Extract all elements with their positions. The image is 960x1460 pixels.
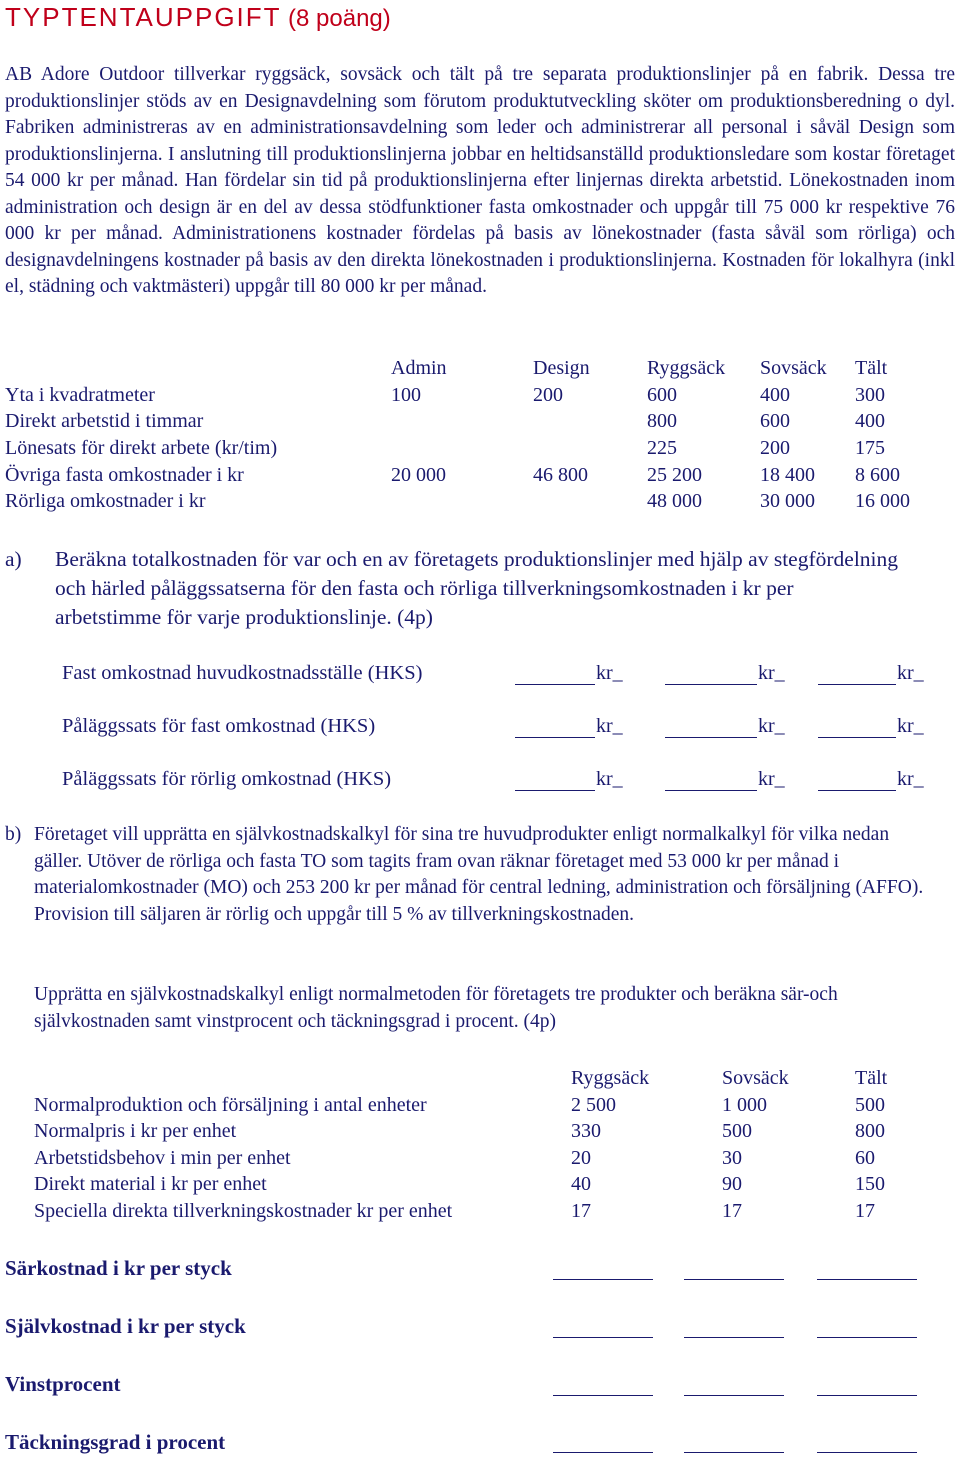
answer-blank[interactable] <box>817 1452 917 1453</box>
answer-blank[interactable] <box>817 1279 917 1280</box>
question-b-task: Upprätta en självkostnadskalkyl enligt normalmetoden för företagets tre produkter och beräkna sär-och självkostnaden samt vinstprocent och täckningsgrad i procent. (4p) <box>34 984 838 1032</box>
t1-cell: 175 <box>855 437 885 459</box>
t1-row-label: Yta i kvadratmeter <box>5 384 155 406</box>
t2-cell: 500 <box>855 1094 885 1116</box>
answer-blank[interactable] <box>817 1395 917 1396</box>
question-a-text: Beräkna totalkostnaden för var och en av företagets produktionslinjer med hjälp av stegfördelning och härled påläggssatserna för den fasta och rörliga tillverkningsomkostnaden i kr per arbetstimme för varje produktionslinje. (4p) <box>55 547 899 629</box>
t1-row-label: Rörliga omkostnader i kr <box>5 490 206 512</box>
answer-blank[interactable] <box>515 737 595 738</box>
answer-a-label: Påläggssats för fast omkostnad (HKS) <box>62 715 376 737</box>
t1-header-sovsack: Sovsäck <box>760 357 827 379</box>
t1-cell: 30 000 <box>760 490 815 512</box>
unit-label: kr_ <box>596 715 623 737</box>
t1-cell: 46 800 <box>533 464 588 486</box>
t2-cell: 2 500 <box>571 1094 616 1116</box>
t2-row-label: Speciella direkta tillverkningskostnader kr per enhet <box>34 1200 453 1222</box>
t2-row-label: Arbetstidsbehov i min per enhet <box>34 1147 291 1169</box>
t1-cell: 600 <box>760 410 790 432</box>
t2-header-ryggsack: Ryggsäck <box>571 1067 650 1089</box>
t2-cell: 60 <box>855 1147 875 1169</box>
unit-label: kr_ <box>758 662 785 684</box>
answer-a-label: Fast omkostnad huvudkostnadsställe (HKS) <box>62 662 423 684</box>
t1-cell: 200 <box>533 384 563 406</box>
t1-header-ryggsack: Ryggsäck <box>647 357 726 379</box>
t1-cell: 225 <box>647 437 677 459</box>
t1-row-label: Övriga fasta omkostnader i kr <box>5 464 244 486</box>
intro-text: AB Adore Outdoor tillverkar ryggsäck, sovsäck och tält på tre separata produktionslinjer på en fabrik. Dessa tre produktionslinjer stöds av en Designavdelning som förutom produktutveckling sköter om produktionsberedning o dyl. Fabriken administreras av en administrationsavdelning som leder och administrerar all personal i såväl Design som produktionslinjerna. I anslutning till produktionslinjerna jobbar en heltidsanställd produktionsledare som kostar företaget 54 000 kr per månad. Han fördelar sin tid på produktionslinjerna efter linjernas direkta arbetstid. Lönekostnaden inom administration och design är en del av dessa stödfunktioner fasta omkostnader och uppgår till 75 000 kr respektive 76 000 kr per månad. Administrationens kostnader fördelas på basis av lönekostnader (fasta såväl som rörliga) och designavdelningens kostnader på basis av den direkta lönekostnaden i produktionslinjerna. Kostnaden för lokalhyra (inkl el, städning och vaktmästeri) uppgår till 80 000 kr per månad. <box>5 64 955 297</box>
answer-blank[interactable] <box>553 1337 653 1338</box>
answer-blank[interactable] <box>553 1395 653 1396</box>
title-points: (8 poäng) <box>288 5 391 32</box>
unit-label: kr_ <box>897 662 924 684</box>
t2-cell: 17 <box>571 1200 591 1222</box>
t1-cell: 16 000 <box>855 490 910 512</box>
answer-blank[interactable] <box>684 1279 784 1280</box>
t2-row-label: Normalproduktion och försäljning i antal enheter <box>34 1094 427 1116</box>
t2-cell: 20 <box>571 1147 591 1169</box>
t1-cell: 18 400 <box>760 464 815 486</box>
t1-cell: 600 <box>647 384 677 406</box>
answer-blank[interactable] <box>515 684 595 685</box>
unit-label: kr_ <box>897 768 924 790</box>
t2-cell: 800 <box>855 1120 885 1142</box>
t1-cell: 300 <box>855 384 885 406</box>
unit-label: kr_ <box>897 715 924 737</box>
answer-blank[interactable] <box>684 1395 784 1396</box>
answer-blank[interactable] <box>665 790 757 791</box>
answer-blank[interactable] <box>665 737 757 738</box>
t2-cell: 17 <box>855 1200 875 1222</box>
intro-paragraph <box>5 62 955 301</box>
answer-blank[interactable] <box>684 1337 784 1338</box>
answer-blank[interactable] <box>817 1337 917 1338</box>
t2-cell: 40 <box>571 1173 591 1195</box>
answer-blank[interactable] <box>818 737 896 738</box>
answer-b-label: Vinstprocent <box>5 1372 121 1396</box>
t1-cell: 800 <box>647 410 677 432</box>
t1-cell: 400 <box>855 410 885 432</box>
t1-cell: 100 <box>391 384 421 406</box>
t2-cell: 30 <box>722 1147 742 1169</box>
question-b-marker: b) <box>5 824 22 845</box>
t2-cell: 1 000 <box>722 1094 767 1116</box>
t2-row-label: Normalpris i kr per enhet <box>34 1120 237 1142</box>
t2-cell: 90 <box>722 1173 742 1195</box>
t2-header-sovsack: Sovsäck <box>722 1067 789 1089</box>
t1-cell: 25 200 <box>647 464 702 486</box>
t1-cell: 200 <box>760 437 790 459</box>
t2-cell: 330 <box>571 1120 601 1142</box>
unit-label: kr_ <box>596 662 623 684</box>
answer-blank[interactable] <box>553 1279 653 1280</box>
unit-label: kr_ <box>758 715 785 737</box>
t2-cell: 500 <box>722 1120 752 1142</box>
t1-row-label: Direkt arbetstid i timmar <box>5 410 204 432</box>
t1-cell: 8 600 <box>855 464 900 486</box>
question-a-marker: a) <box>5 547 22 571</box>
unit-label: kr_ <box>758 768 785 790</box>
answer-b-label: Självkostnad i kr per styck <box>5 1314 246 1338</box>
title-main: TYPTENTAUPPGIFT <box>5 2 282 32</box>
t1-cell: 400 <box>760 384 790 406</box>
answer-b-label: Täckningsgrad i procent <box>5 1430 226 1454</box>
answer-blank[interactable] <box>818 790 896 791</box>
t1-cell: 20 000 <box>391 464 446 486</box>
answer-blank[interactable] <box>665 684 757 685</box>
t2-cell: 17 <box>722 1200 742 1222</box>
t2-row-label: Direkt material i kr per enhet <box>34 1173 267 1195</box>
t1-header-admin: Admin <box>391 357 447 379</box>
t1-cell: 48 000 <box>647 490 702 512</box>
page-title <box>5 2 391 34</box>
answer-b-label: Särkostnad i kr per styck <box>5 1256 232 1280</box>
unit-label: kr_ <box>596 768 623 790</box>
question-b-text: Företaget vill upprätta en självkostnadskalkyl för sina tre huvudprodukter enligt normalkalkyl för vilka nedan gäller. Utöver de rörliga och fasta TO som tagits fram ovan räknar företaget med 53 000 kr per månad i materialomkostnader (MO) och 253 200 kr per månad för central ledning, administration och försäljning (AFFO). Provision till säljaren är rörlig och uppgår till 5 % av tillverkningskostnaden. <box>34 824 924 925</box>
t2-cell: 150 <box>855 1173 885 1195</box>
t1-row-label: Lönesats för direkt arbete (kr/tim) <box>5 437 278 459</box>
t1-header-design: Design <box>533 357 590 379</box>
answer-a-label: Påläggssats för rörlig omkostnad (HKS) <box>62 768 392 790</box>
answer-blank[interactable] <box>684 1452 784 1453</box>
answer-blank[interactable] <box>515 790 595 791</box>
t1-header-talt: Tält <box>855 357 888 379</box>
answer-blank[interactable] <box>553 1452 653 1453</box>
t2-header-talt: Tält <box>855 1067 888 1089</box>
answer-blank[interactable] <box>818 684 896 685</box>
